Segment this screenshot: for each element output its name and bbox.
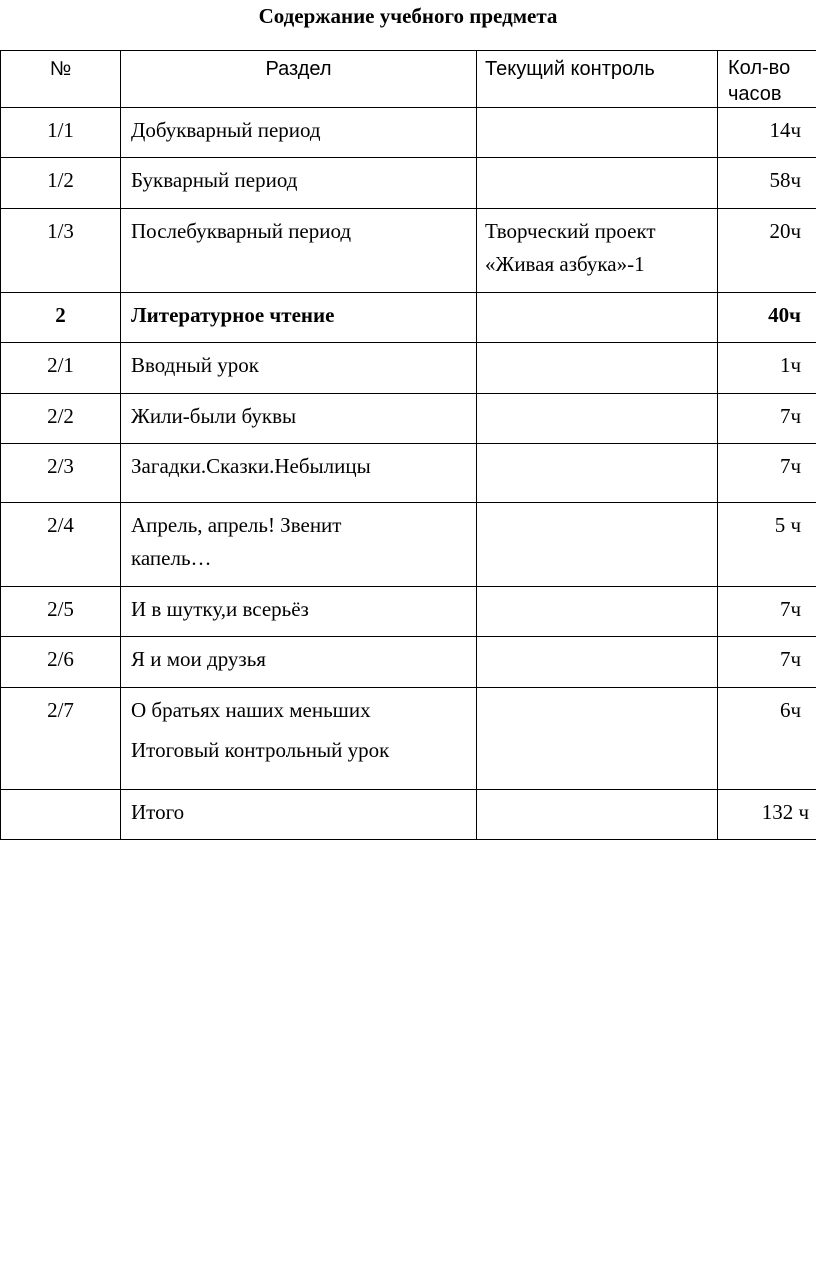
table-row: [1, 209, 816, 293]
header-hours-line2: часов: [728, 83, 782, 105]
row-control: [477, 503, 718, 587]
row-number: 1/1: [1, 108, 121, 158]
row-hours: 40ч: [718, 293, 816, 343]
header-hours-line1: Кол-во: [728, 57, 791, 79]
row-hours: 20ч: [718, 209, 816, 293]
row-control: [477, 293, 718, 343]
row-number: 2/3: [1, 444, 121, 503]
table-row: [1, 637, 816, 688]
table-row-group: [1, 293, 816, 343]
row-control-line1: Творческий проект: [485, 219, 656, 243]
row-section: Вводный урок: [121, 343, 477, 394]
table-row: [1, 444, 816, 503]
row-hours: 7ч: [718, 394, 816, 444]
row-section: Литературное чтение: [121, 293, 477, 343]
row-number: 2/6: [1, 637, 121, 688]
row-hours: 7ч: [718, 444, 816, 503]
row-section: [121, 503, 477, 587]
row-control: [477, 108, 718, 158]
row-control: [477, 158, 718, 209]
row-control: [477, 394, 718, 444]
row-section: И в шутку,и всерьёз: [121, 587, 477, 637]
row-control: [477, 444, 718, 503]
curriculum-table: [0, 50, 816, 840]
row-number: 2/1: [1, 343, 121, 394]
header-control: Текущий контроль: [477, 51, 718, 108]
row-hours: 7ч: [718, 637, 816, 688]
table-row: [1, 503, 816, 587]
table-row-total: [1, 790, 816, 840]
row-control: [477, 637, 718, 688]
row-control-line2: «Живая азбука»-1: [485, 252, 645, 276]
row-section-line2: капель…: [131, 546, 212, 570]
table-row: [1, 108, 816, 158]
row-section: Жили-были буквы: [121, 394, 477, 444]
row-number: 1/2: [1, 158, 121, 209]
row-hours: 6ч: [718, 688, 816, 790]
table-row: [1, 688, 816, 790]
row-hours: 1ч: [718, 343, 816, 394]
row-section: Добукварный период: [121, 108, 477, 158]
row-section: Я и мои друзья: [121, 637, 477, 688]
row-hours: 132 ч: [718, 790, 816, 840]
table-row: [1, 587, 816, 637]
row-section-line1: Апрель, апрель! Звенит: [131, 513, 342, 537]
row-control: [477, 209, 718, 293]
row-control: [477, 688, 718, 790]
row-number: 1/3: [1, 209, 121, 293]
row-hours: 7ч: [718, 587, 816, 637]
row-section: Послебукварный период: [121, 209, 477, 293]
row-section: [121, 688, 477, 790]
row-section: Загадки.Сказки.Небылицы: [121, 444, 477, 503]
row-section: Букварный период: [121, 158, 477, 209]
row-number: 2/2: [1, 394, 121, 444]
header-hours: [718, 51, 816, 108]
row-hours: 5 ч: [718, 503, 816, 587]
row-hours: 58ч: [718, 158, 816, 209]
row-section: Итого: [121, 790, 477, 840]
table-header-row: [1, 51, 816, 108]
row-control: [477, 587, 718, 637]
table-row: [1, 394, 816, 444]
row-number: 2: [1, 293, 121, 343]
row-control: [477, 343, 718, 394]
header-section: Раздел: [121, 51, 477, 108]
row-section-line1: О братьях наших меньших: [131, 698, 371, 722]
row-hours: 14ч: [718, 108, 816, 158]
table-row: [1, 158, 816, 209]
row-number: [1, 790, 121, 840]
row-number: 2/7: [1, 688, 121, 790]
row-number: 2/4: [1, 503, 121, 587]
header-number: №: [1, 51, 121, 108]
row-control: [477, 790, 718, 840]
page-title: Содержание учебного предмета: [258, 4, 558, 28]
row-number: 2/5: [1, 587, 121, 637]
table-row: [1, 343, 816, 394]
row-section-line2: Итоговый контрольный урок: [131, 738, 390, 762]
